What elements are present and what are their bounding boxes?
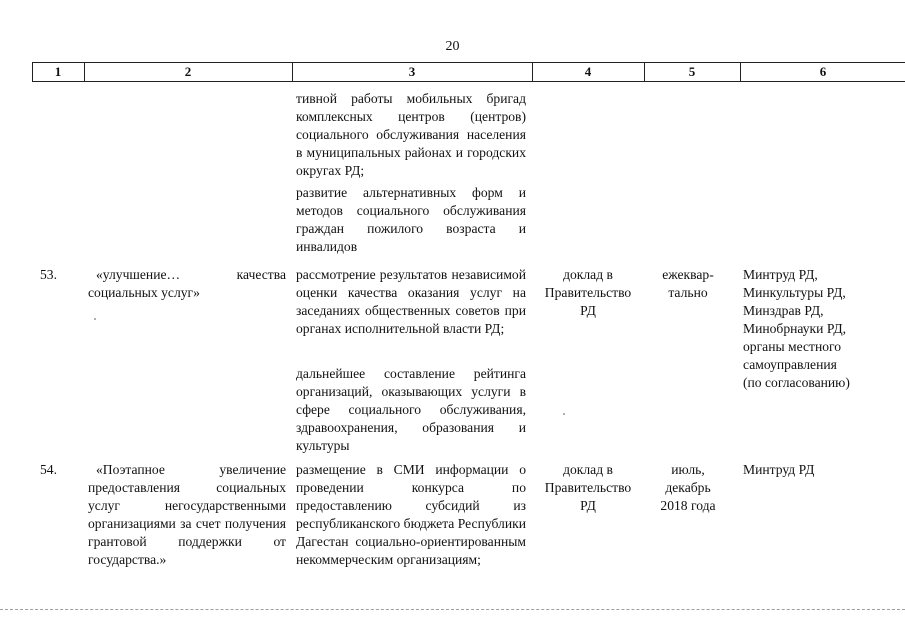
period-line: ежеквар-	[662, 267, 714, 282]
row-54-number: 54.	[40, 462, 57, 477]
report-line: доклад в	[563, 267, 613, 282]
responsible-line: органы местного	[743, 339, 842, 354]
continuation-measure-2: развитие альтернативных форм и методов социального обслуживания граждан пожилого возраста и инвалидов	[296, 185, 526, 254]
row-54-report-form	[534, 461, 642, 515]
row-53-measure-2: дальнейшее составление рейтинга организаций, оказывающих услуги в сфере социального обслуживания, здравоохранения, образования и культуры	[296, 366, 526, 453]
row-53-number: 53.	[40, 267, 57, 282]
row-53-measure-1: рассмотрение результатов независимой оценки качества оказания услуг на заседаниях общественных советов при органах исполнительной власти РД;	[296, 267, 526, 336]
row-54-responsible	[743, 461, 873, 479]
responsible-line: (по согласованию)	[743, 375, 850, 390]
row-54-measure-1: размещение в СМИ информации о проведении конкурса по предоставлению субсидий из республиканского бюджета Республики Дагестан социально-ориентированным некоммерческим организациям;	[296, 462, 526, 567]
report-line: РД	[580, 498, 596, 513]
report-line: Правительство	[544, 480, 632, 495]
period-line: тально	[668, 285, 708, 300]
row-53-period	[641, 266, 735, 302]
row-54-period	[641, 461, 735, 515]
page-number: 20	[445, 39, 460, 54]
report-line: доклад в	[563, 462, 613, 477]
row-53-task: «улучшение… качества социальных услуг»	[88, 267, 286, 300]
header-col-6: 6	[819, 64, 827, 79]
continuation-measure-1: тивной работы мобильных бригад комплексных центров (центров) социального обслуживания населения в муниципальных районах и городских округах РД;	[296, 91, 526, 178]
responsible-line: самоуправления	[743, 357, 837, 372]
table-header-row	[32, 62, 905, 82]
report-line: Правительство	[544, 285, 632, 300]
row-53-report-form	[534, 266, 642, 320]
row-54-task: «Поэтапное увеличение предоставления социальных услуг негосударственными организациями за счет получения грантовой поддержки от государства.»	[88, 462, 286, 567]
responsible-line: Минобрнауки РД,	[743, 321, 847, 336]
period-line: июль,	[671, 462, 705, 477]
header-col-4: 4	[584, 64, 592, 79]
period-line: 2018 года	[660, 498, 716, 513]
header-col-1: 1	[54, 64, 62, 79]
responsible-line: Минкультуры РД,	[743, 285, 846, 300]
responsible-line: Минтруд РД	[743, 462, 815, 477]
responsible-line: Минздрав РД,	[743, 303, 824, 318]
period-line: декабрь	[665, 480, 711, 495]
scan-speck	[94, 318, 96, 320]
header-col-5: 5	[688, 64, 696, 79]
header-col-3: 3	[408, 64, 416, 79]
header-col-2: 2	[184, 64, 192, 79]
report-line: РД	[580, 303, 596, 318]
row-53-responsible	[743, 266, 873, 392]
scan-speck	[563, 413, 565, 415]
responsible-line: Минтруд РД,	[743, 267, 818, 282]
page-bottom-rule	[0, 609, 905, 610]
